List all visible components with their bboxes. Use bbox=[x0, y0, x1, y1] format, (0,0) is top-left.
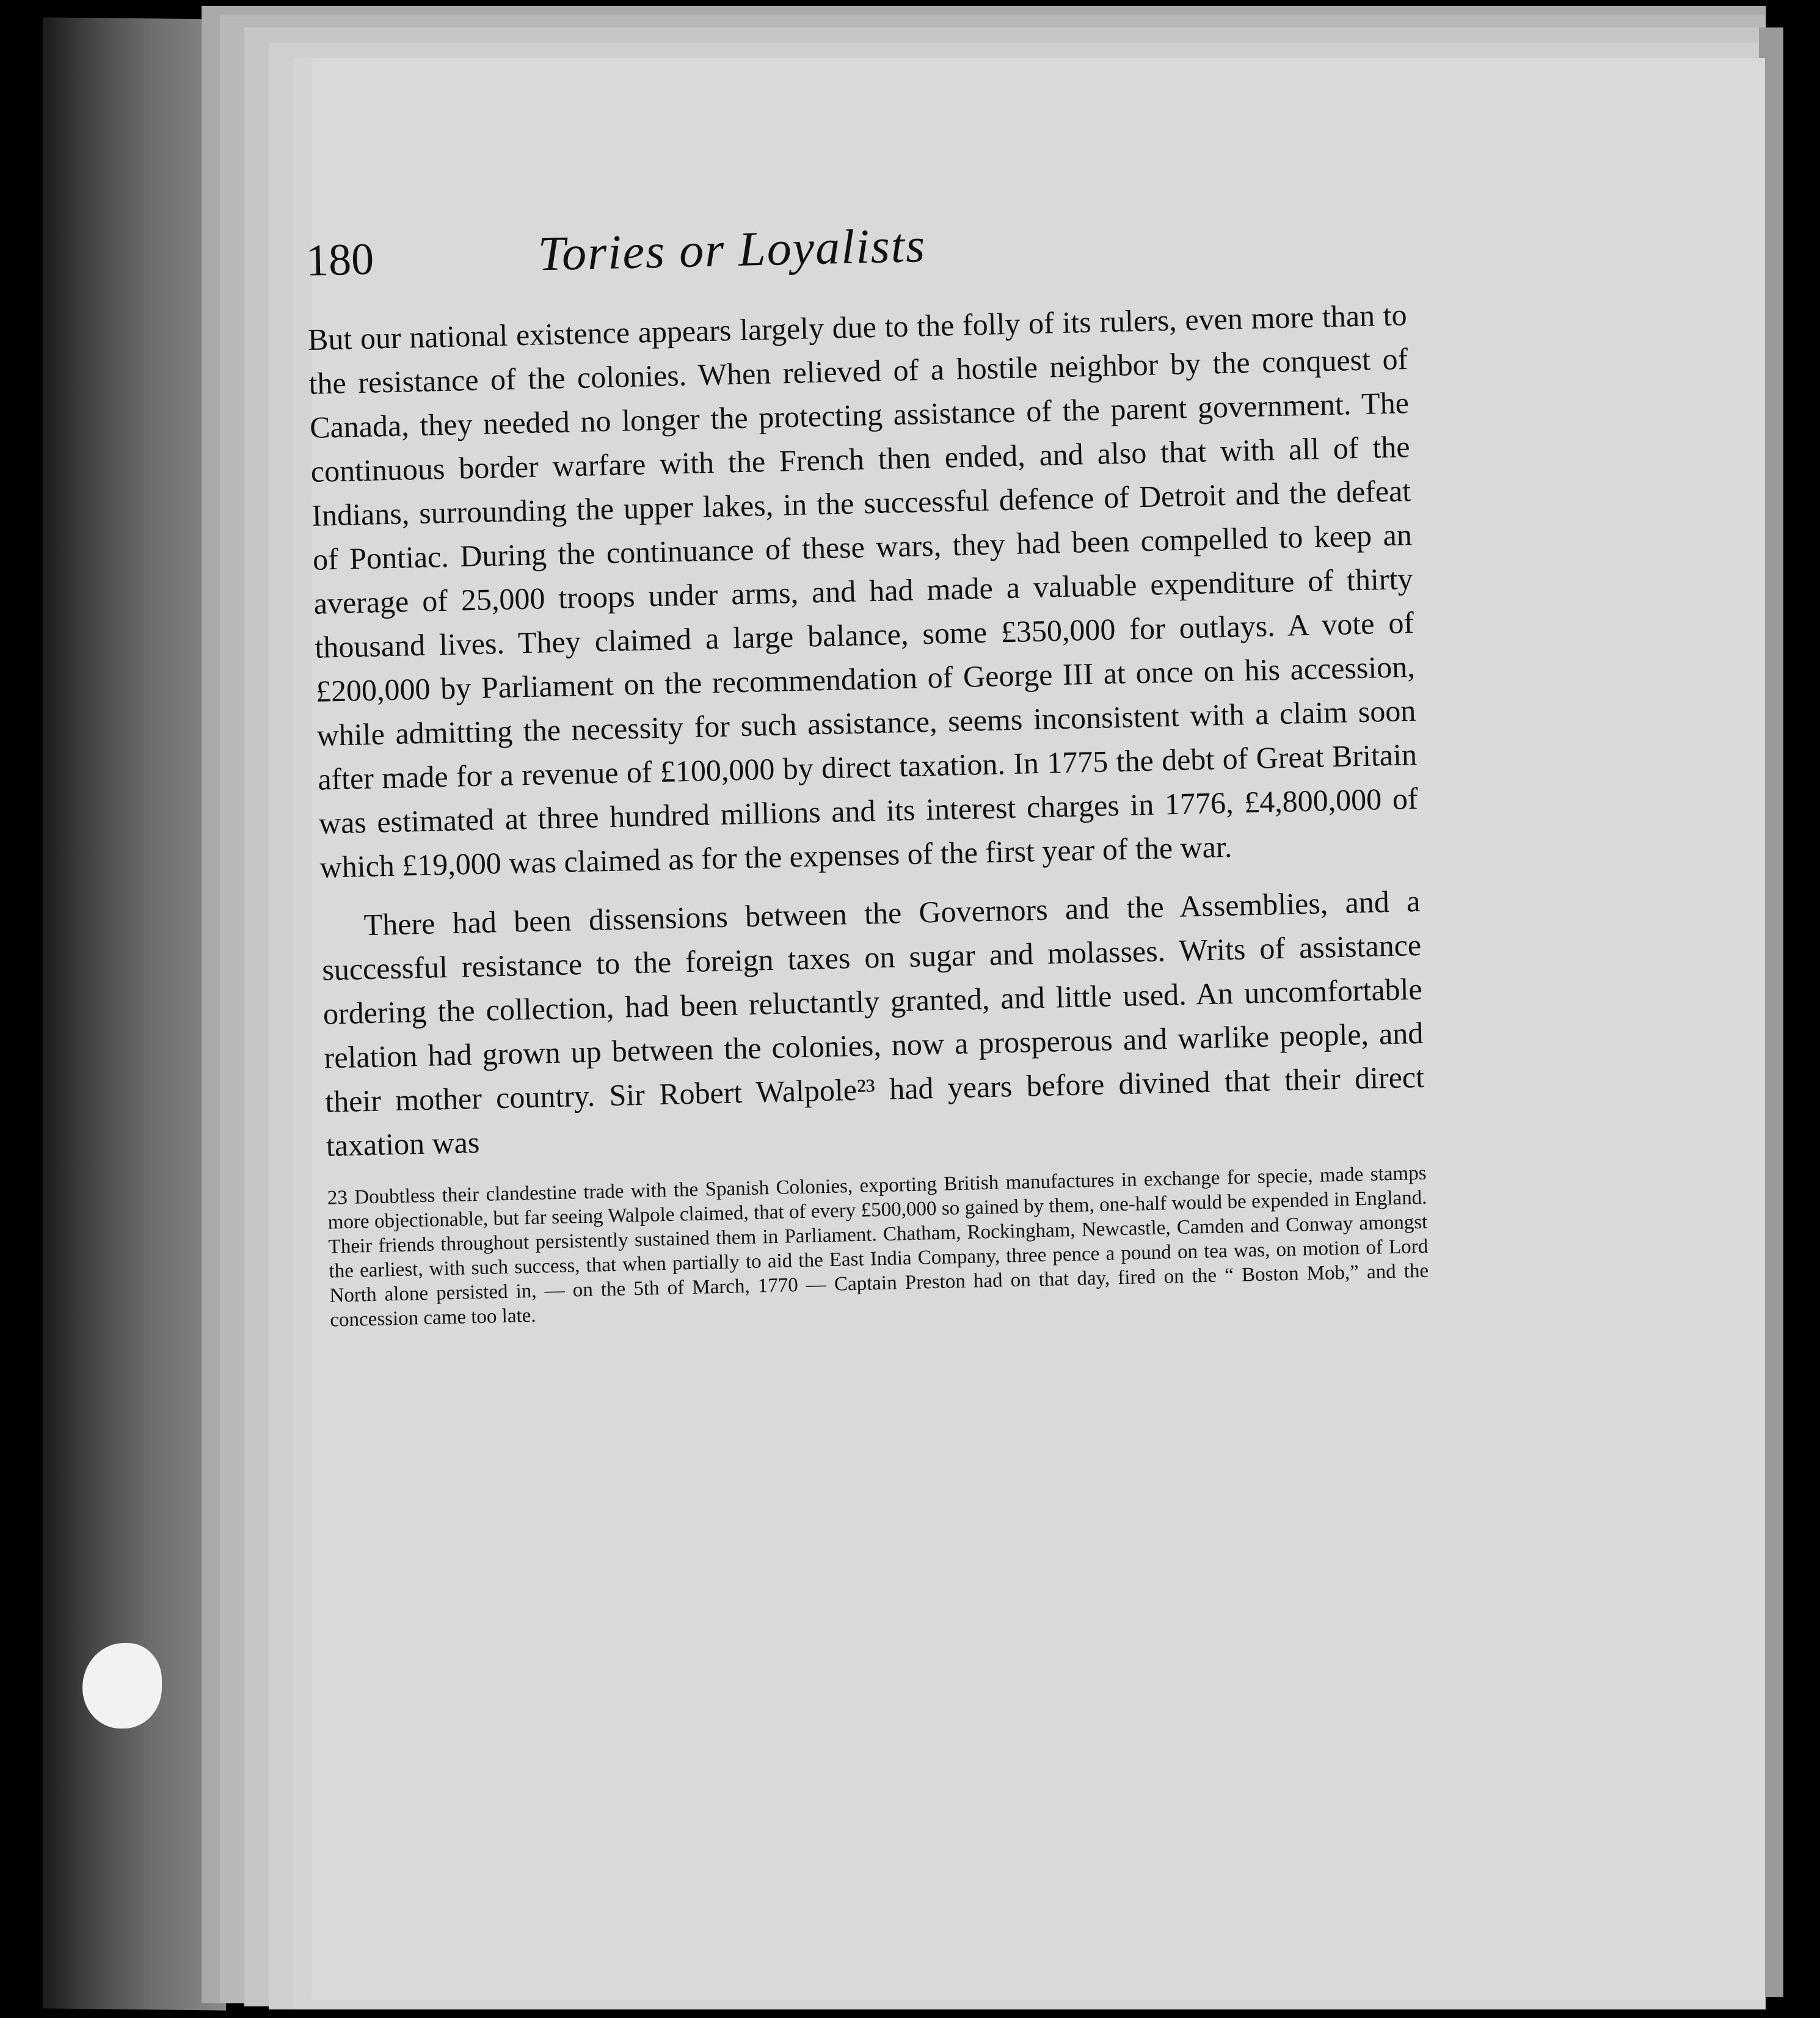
running-title: Tories or Loyalists bbox=[537, 218, 926, 282]
page-number: 180 bbox=[305, 234, 374, 286]
page-content bbox=[305, 207, 1429, 1332]
paragraph: There had been dissensions between the Governors and the Assemblies, and a successful resistance to the foreign taxes on sugar and molasses. Writs of assistance ordering the collection, had been reluctantly granted, and little used. An uncomfortable relation had grown up between the colonies, now a prosperous and warlike people, and their mother country. Sir Robert Walpole²³ had years before divined that their direct taxation was bbox=[321, 883, 1425, 1163]
paragraph: But our national existence appears largely due to the folly of its rulers, even more than to the resistance of the colonies. When relieved of a hostile neighbor by the conquest of Canada, they needed no longer the protecting assistance of the parent government. The continuous border warfare with the French then ended, and also that with all of the Indians, surrounding the upper lakes, in the successful defence of Detroit and the defeat of Pontiac. During the continuance of these wars, they had been compelled to keep an average of 25,000 troops under arms, and had made a valuable expenditure of thirty thousand lives. They claimed a large balance, some £350,000 for outlays. A vote of £200,000 by Parliament on the recommendation of George III at once on his accession, while admitting the necessity for such assistance, seems inconsistent with a claim soon after made for a revenue of £100,000 by direct taxation. In 1775 the debt of Great Britain was estimated at three hundred millions and its interest charges in 1776, £4,800,000 of which £19,000 was claimed as for the expenses of the first year of the war. bbox=[307, 297, 1419, 884]
footnote: 23 Doubtless their clandestine trade with the Spanish Colonies, exporting British manufactures in exchange for specie, made stamps more objectionable, but far seeing Walpole claimed, that of every £500,000 so gained by them, one-half would be expended in England. Their friends throughout persistently sustained them in Parliament. Chatham, Rockingham, Newcastle, Camden and Conway amongst the earliest, with such success, that when partially to aid the East India Company, three pence a pound on tea was, on motion of Lord North alone persisted in, — on the 5th of March, 1770 — Captain Preston had on that day, fired on the “ Boston Mob,” and the concession came too late. bbox=[327, 1162, 1429, 1331]
paper-damage-blot bbox=[82, 1643, 162, 1728]
body-text bbox=[307, 293, 1425, 1167]
